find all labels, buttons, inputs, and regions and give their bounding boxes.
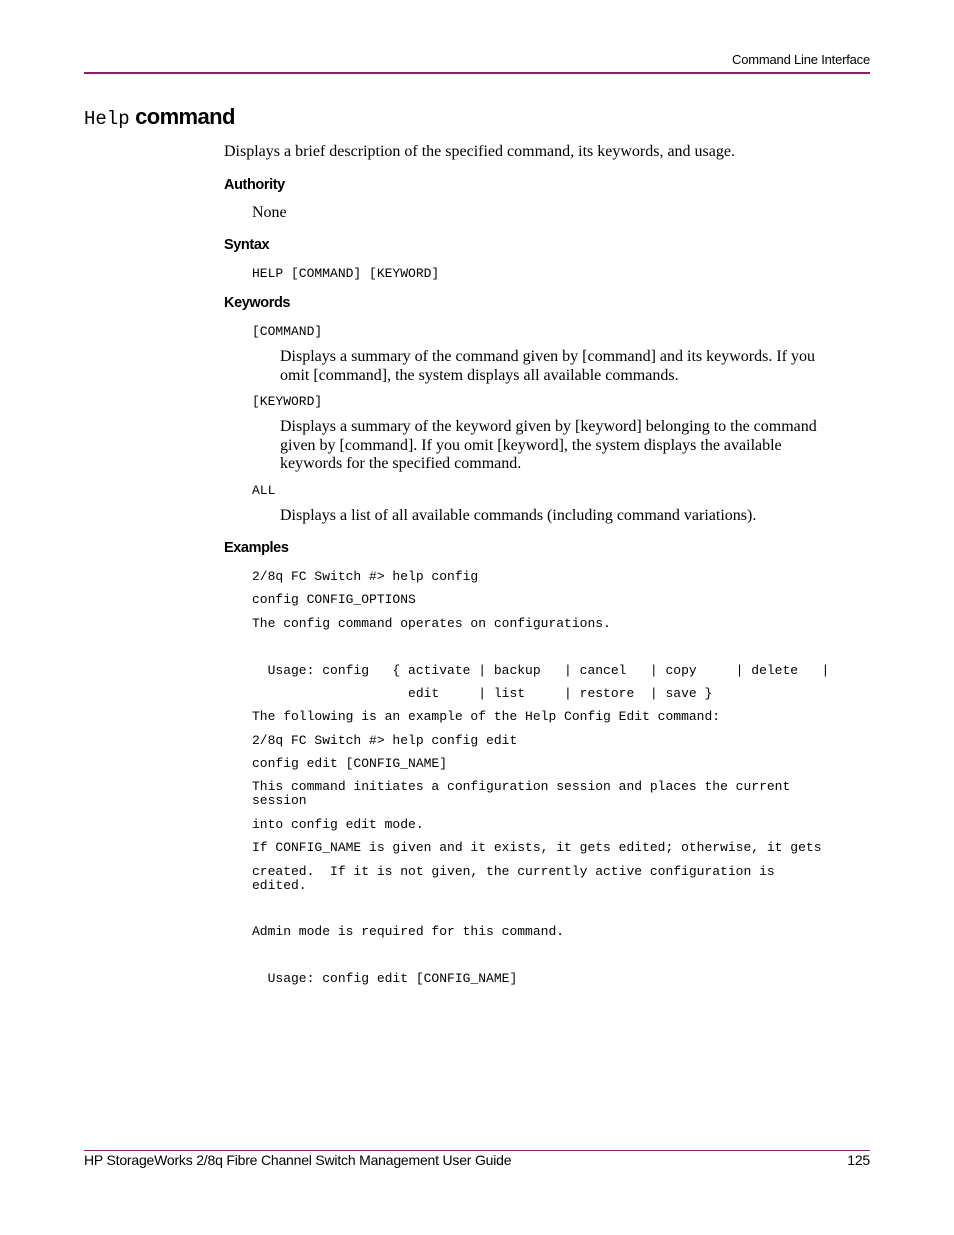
example-line: 2/8q FC Switch #> help config edit [252,733,518,748]
description: Displays a brief description of the specified command, its keywords, and usage. [224,143,735,160]
title-label: command [135,104,235,129]
keyword-description [280,348,815,385]
example-line: The following is an example of the Help Config Edit command: [252,709,721,724]
page-number: 125 [847,1152,870,1168]
keyword-description-line: omit [command], the system displays all available commands. [280,366,679,384]
keyword-description [280,418,817,474]
example-line: If CONFIG_NAME is given and it exists, it gets edited; otherwise, it gets [252,840,822,855]
example-line: config CONFIG_OPTIONS [252,592,416,607]
authority-heading: Authority [224,177,285,193]
keyword-description-line: Displays a list of all available commands (including command variations). [280,507,757,524]
title-command: Help [84,108,130,130]
example-line: edited. [252,878,307,893]
keyword-name: [KEYWORD] [252,394,323,409]
keyword-description-line: Displays a summary of the keyword given by [keyword] belonging to the command [280,418,817,435]
header-rule [84,72,870,74]
examples-heading: Examples [224,540,289,556]
keyword-description-line: given by [command]. If you omit [keyword], the system displays the available [280,436,782,454]
page-title [84,104,235,130]
example-line: 2/8q FC Switch #> help config [252,569,479,584]
keyword-description [280,507,756,526]
keywords-heading: Keywords [224,295,291,311]
keyword-description-line: keywords for the specified command. [280,455,522,472]
example-line: Usage: config edit [CONFIG_NAME] [252,971,518,986]
keyword-name: [COMMAND] [252,324,323,339]
example-line: edit | list | restore | save } [252,686,713,701]
example-line: created. If it is not given, the currently active configuration is [252,864,775,879]
authority-value: None [252,204,287,221]
example-line: session [252,793,307,808]
footer-guide-title: HP StorageWorks 2/8q Fibre Channel Switch Management User Guide [84,1152,512,1168]
example-line: Admin mode is required for this command. [252,924,565,939]
footer-rule [84,1150,870,1151]
example-line: config edit [CONFIG_NAME] [252,756,448,771]
example-line: The config command operates on configurations. [252,616,611,631]
syntax-code: HELP [COMMAND] [KEYWORD] [252,266,440,281]
running-header: Command Line Interface [732,52,870,67]
keyword-name: ALL [252,483,276,498]
example-line: This command initiates a configuration session and places the current [252,779,791,794]
example-line: Usage: config { activate | backup | cancel | copy | delete | [252,663,830,678]
syntax-heading: Syntax [224,237,270,253]
example-line: into config edit mode. [252,817,424,832]
keyword-description-line: Displays a summary of the command given by [command] and its keywords. If you [280,348,815,365]
